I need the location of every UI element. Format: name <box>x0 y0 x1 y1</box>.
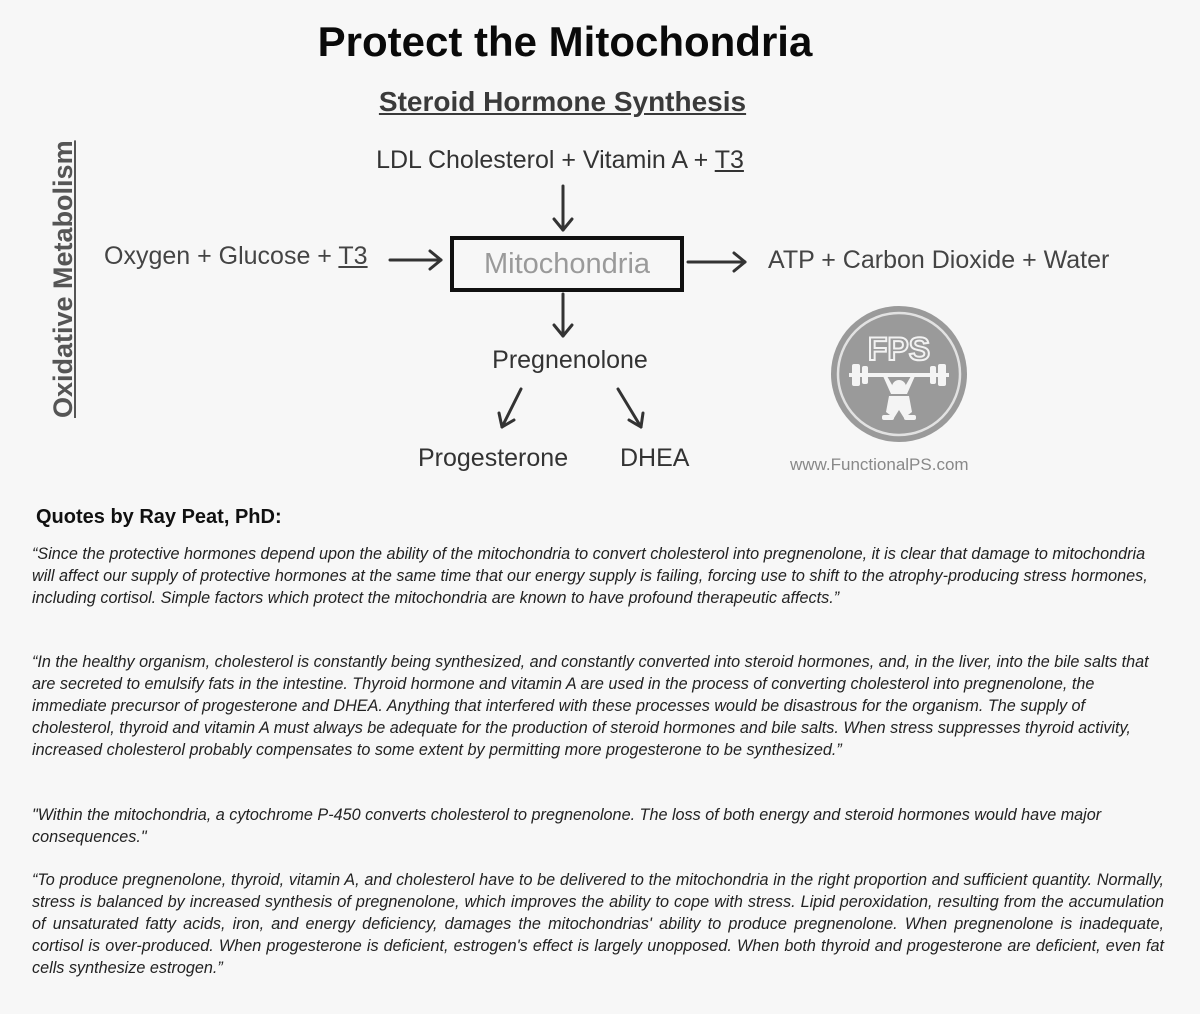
ldl-t3: T3 <box>714 146 744 174</box>
arrow-right-input <box>390 251 441 269</box>
arrow-down-preg <box>554 294 572 336</box>
ldl-inputs <box>300 146 820 175</box>
oxidative-outputs: ATP + Carbon Dioxide + Water <box>768 246 1110 274</box>
diagram-subtitle: Steroid Hormone Synthesis <box>378 86 747 117</box>
pregnenolone-label: Pregnenolone <box>492 346 648 374</box>
ldl-text: LDL Cholesterol + Vitamin A + <box>376 146 715 174</box>
arrow-diag-right <box>618 389 643 427</box>
quotes-heading: Quotes by Ray Peat, PhD: <box>36 506 282 528</box>
mitochondria-box: Mitochondria <box>450 236 684 292</box>
quote-3: "Within the mitochondria, a cytochrome P-450 converts cholesterol to pregnenolone. The loss of both energy and steroid hormones would have major consequences." <box>32 806 1102 846</box>
arrow-right-output <box>688 253 745 271</box>
logo-url: www.FunctionalPS.com <box>790 455 969 474</box>
quote-4: “To produce pregnenolone, thyroid, vitamin A, and cholesterol have to be delivered to the mitochondria in the right proportion and sufficient quantity. Normally, stress is balanced by increased synthesis of pregnenolone, which improves the ability to cope with stress. Lipid peroxidation, resulting from the accumulation of unsaturated fatty acids, iron, and energy deficiency, damages the mitochondrias' ability to produce pregnenolone. When pregnenolone is inadequate, cortisol is over-produced. When progesterone is deficient, estrogen's effect is largely unopposed. When both thyroid and progesterone are deficient, even fat cells synthesize estrogen.” <box>32 871 1164 977</box>
input-t3: T3 <box>338 242 368 270</box>
arrow-diag-left <box>499 389 521 427</box>
quote-1: “Since the protective hormones depend upon the ability of the mitochondria to convert cholesterol into pregnenolone, it is clear that damage to mitochondria will affect our supply of protective hormones at the same time that our energy supply is failing, forcing use to shift to the atrophy-producing stress hormones, including cortisol. Simple factors which protect the mitochondria are known to have profound therapeutic affects.” <box>32 545 1148 607</box>
fps-logo <box>831 306 967 442</box>
dhea-label: DHEA <box>620 444 690 472</box>
logo-text: FPS <box>867 331 931 367</box>
input-text: Oxygen + Glucose + <box>104 242 339 270</box>
oxidative-inputs <box>104 242 368 271</box>
page-title: Protect the Mitochondria <box>317 18 813 65</box>
side-label: Oxidative Metabolism <box>48 140 78 418</box>
progesterone-label: Progesterone <box>418 444 569 472</box>
quote-2: “In the healthy organism, cholesterol is constantly being synthesized, and constantly converted into steroid hormones, and, in the liver, into the bile salts that are secreted to emulsify fats in the intestine. Thyroid hormone and vitamin A are used in the process of converting cholesterol into pregnenolone, the immediate precursor of progesterone and DHEA. Anything that interfered with these processes would be disastrous for the organism. The supply of cholesterol, thyroid and vitamin A must always be adequate for the production of steroid hormones and bile salts. When stress suppresses thyroid activity, increased cholesterol probably compensates to some extent by permitting more progesterone to be synthesized.” <box>32 653 1149 759</box>
arrow-down-ldl <box>554 186 572 230</box>
